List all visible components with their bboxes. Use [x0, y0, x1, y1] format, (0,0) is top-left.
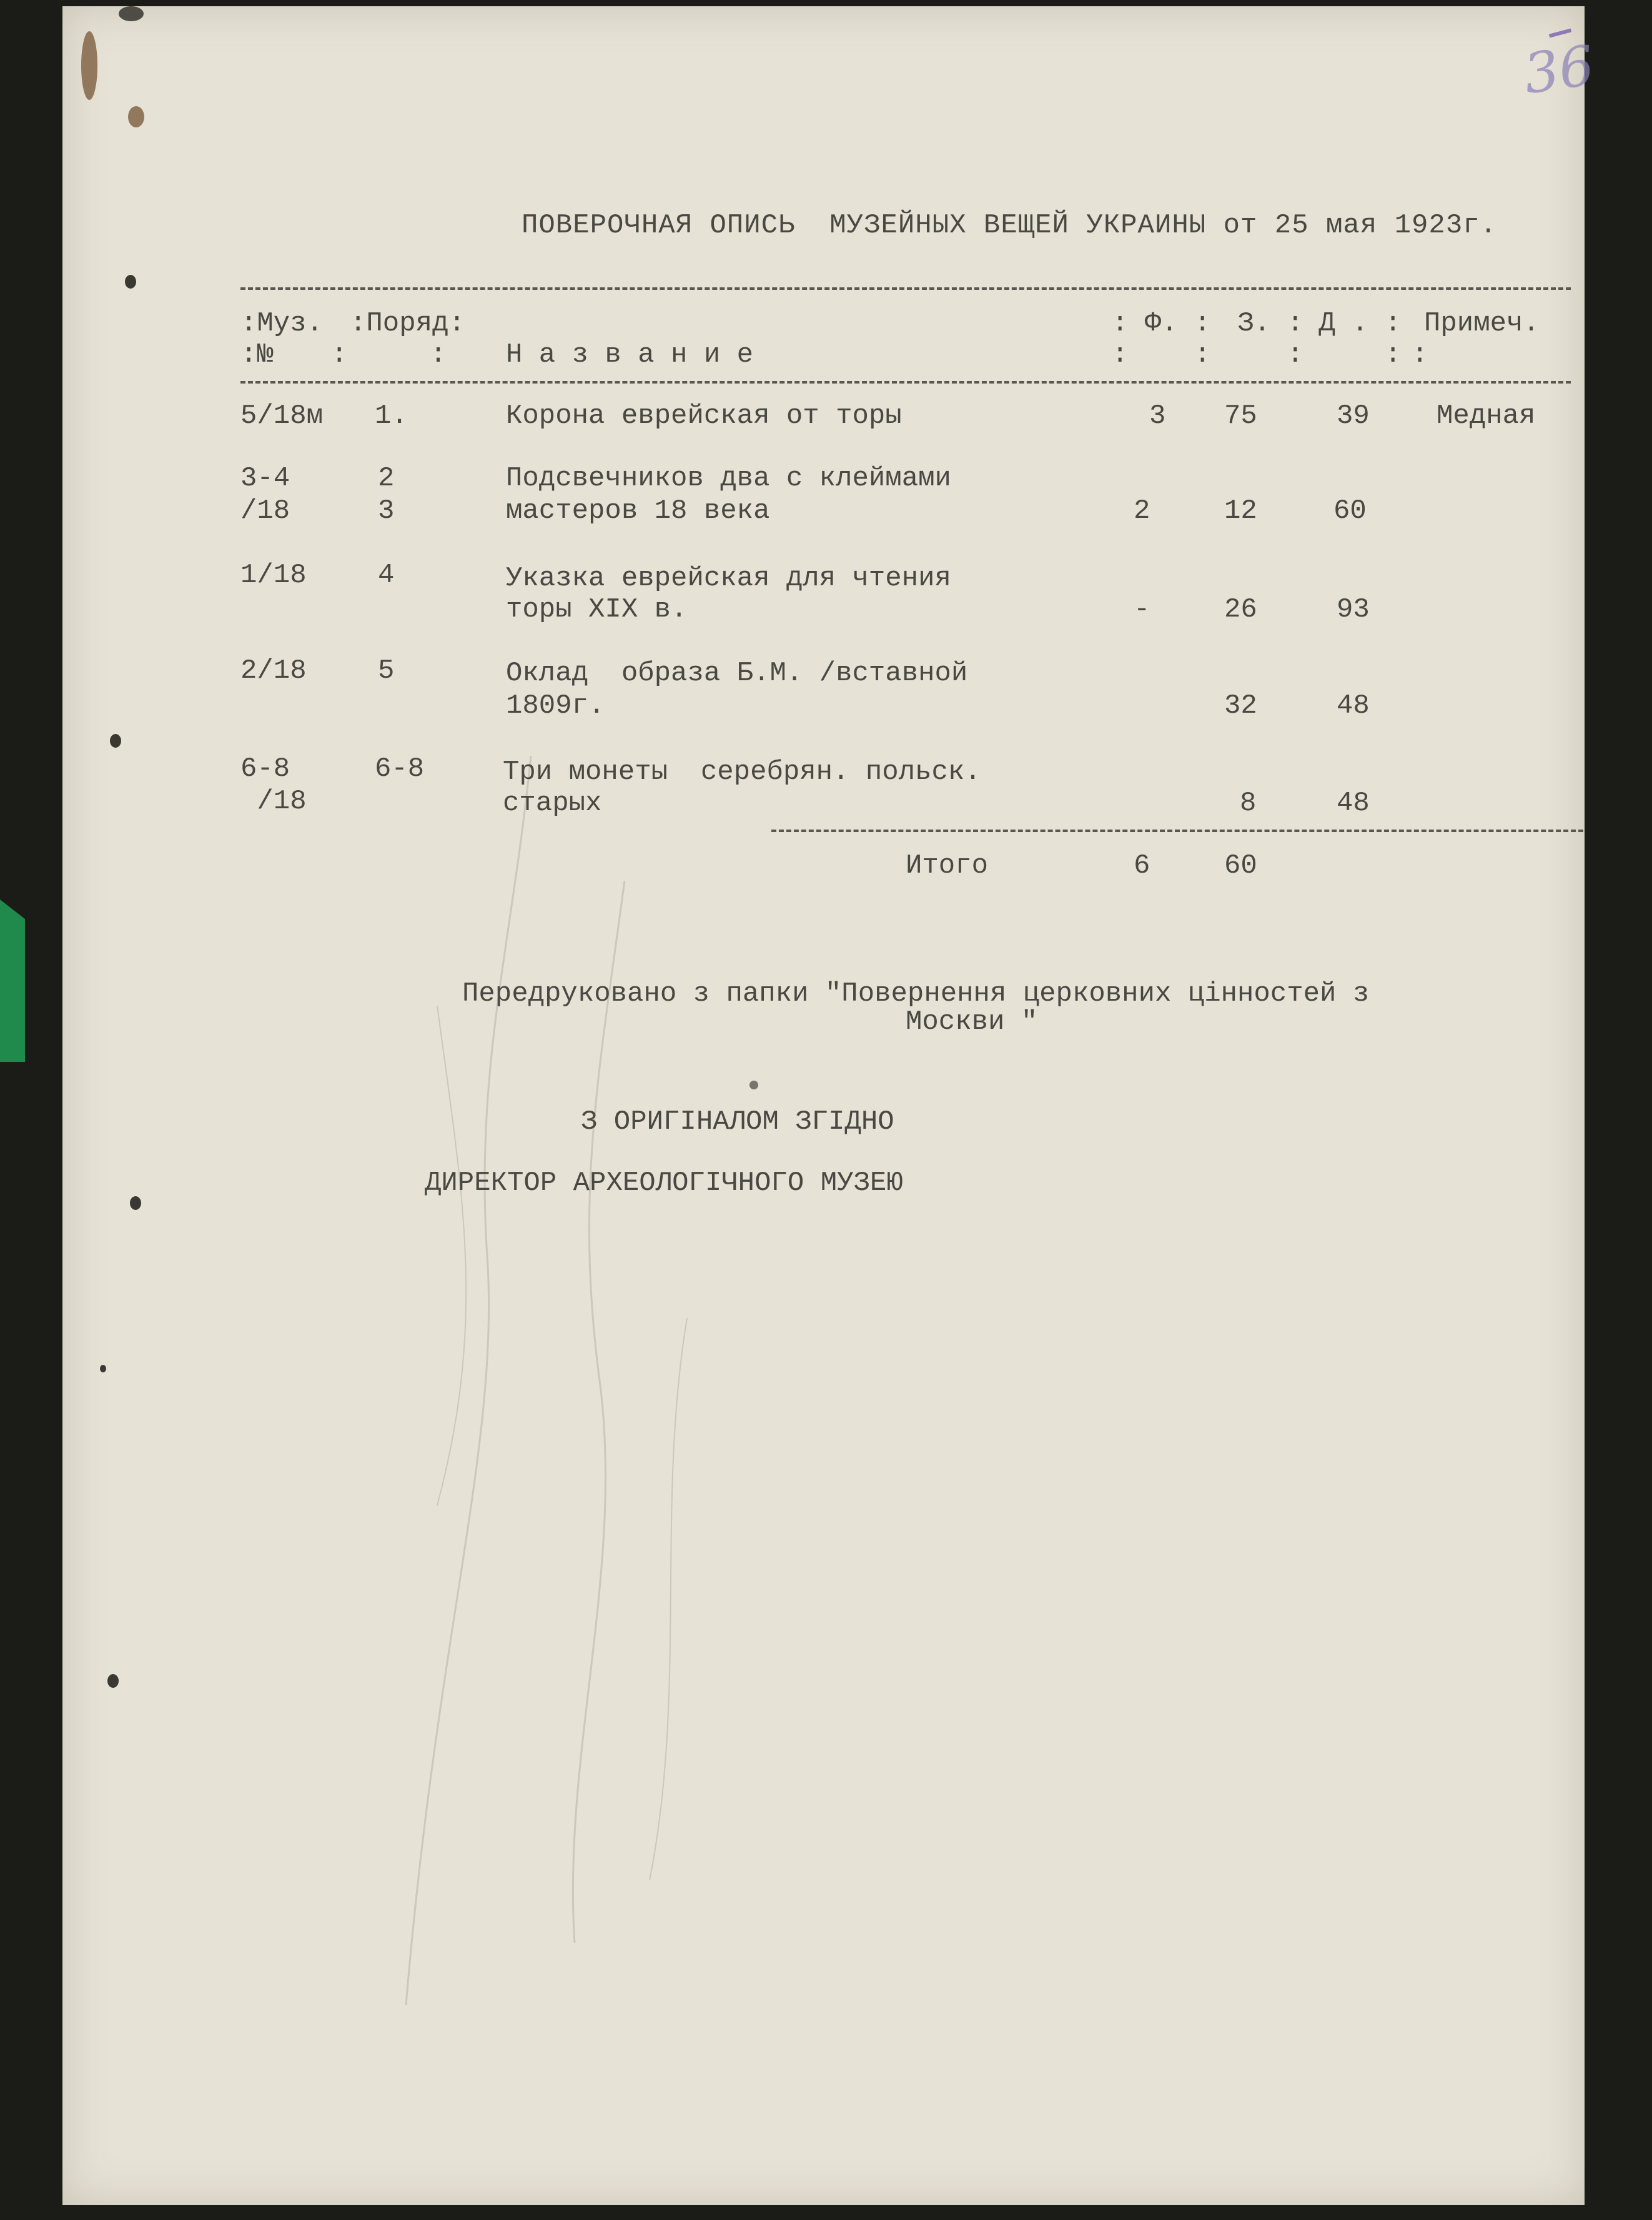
cell-d: 93 [1337, 594, 1370, 625]
signatory-title: ДИРЕКТОР АРХЕОЛОГІЧНОГО МУЗЕЮ [425, 1167, 903, 1199]
cell-f: 3 [1149, 400, 1166, 432]
cell-z: 8 [1240, 788, 1257, 819]
total-f: 6 [1134, 850, 1150, 881]
cell-z: 26 [1224, 594, 1257, 625]
reprint-note-line2: Москви " [906, 1006, 1038, 1038]
rust-stain [81, 31, 97, 100]
punch-hole [100, 1365, 106, 1372]
header-muz: :Муз. [240, 308, 324, 339]
cell-muz: 6-8 /18 [240, 753, 307, 817]
cell-muz: 2/18 [240, 655, 307, 686]
cell-name: Оклад образа Б.М. /вставной [506, 658, 968, 689]
header-note: Примеч. [1424, 308, 1540, 339]
table-rule-top [240, 287, 1571, 290]
punch-hole [107, 1674, 119, 1688]
reprint-note: Передруковано з папки "Повернення церковних цінностей з [462, 978, 1370, 1009]
cell-porjad: 2 3 [378, 463, 395, 527]
cell-name: Указка еврейская для чтения [506, 563, 951, 594]
certification-text: З ОРИГІНАЛОМ ЗГІДНО [581, 1106, 894, 1137]
folio-number: 36 [1520, 32, 1598, 107]
document-page [62, 6, 1598, 2205]
header-z-sep: : [1221, 339, 1304, 370]
cell-muz: 1/18 [240, 560, 307, 591]
green-tab [0, 899, 25, 1062]
cell-name-line2: торы XIX в. [506, 594, 688, 625]
header-name: Н а з в а н и е [506, 339, 754, 370]
cell-porjad: 6-8 [375, 753, 425, 785]
header-d: Д . : [1302, 308, 1402, 339]
punch-hole [110, 734, 121, 748]
document-title: ПОВЕРОЧНАЯ ОПИСЬ МУЗЕЙНЫХ ВЕЩЕЙ УКРАИНЫ от 25 мая 1923г. [522, 210, 1498, 241]
rust-stain [128, 106, 144, 127]
total-label: Итого [906, 850, 989, 881]
total-z: 60 [1224, 850, 1257, 881]
header-z: З. : [1221, 308, 1304, 339]
header-f-sep: : : [1112, 339, 1211, 370]
cell-f: - [1134, 594, 1150, 625]
cell-name: Три монеты серебрян. польск. [503, 756, 981, 788]
cell-d: 48 [1337, 788, 1370, 819]
ink-stain [119, 6, 144, 21]
pencil-marks [250, 756, 812, 2005]
header-note-sep: : [1412, 339, 1428, 370]
header-porjad: :Поряд: [350, 308, 465, 339]
cell-name-line2: мастеров 18 века [506, 495, 770, 527]
cell-porjad: 5 [378, 655, 395, 686]
header-porjad-sep: : : [331, 339, 447, 370]
cell-name: Подсвечников два с клеймами [506, 463, 951, 494]
total-rule [771, 830, 1583, 832]
cell-f: 2 [1134, 495, 1150, 527]
cell-name: Корона еврейская от торы [506, 400, 902, 432]
punch-hole [125, 275, 136, 289]
cell-porjad: 4 [378, 560, 395, 591]
cell-name-line2: 1809г. [506, 690, 605, 721]
cell-d: 39 [1337, 400, 1370, 432]
cell-muz: 3-4 /18 [240, 463, 290, 527]
ink-dot [749, 1081, 758, 1089]
punch-hole [130, 1196, 141, 1210]
cell-name-line2: старых [503, 788, 602, 819]
cell-muz: 5/18м [240, 400, 324, 432]
cell-z: 32 [1224, 690, 1257, 721]
header-f: : Ф. : [1112, 308, 1211, 339]
table-rule-header [240, 381, 1571, 384]
cell-z: 12 [1224, 495, 1257, 527]
cell-z: 75 [1224, 400, 1257, 432]
cell-d: 48 [1337, 690, 1370, 721]
cell-note: Медная [1437, 400, 1536, 432]
header-d-sep: : [1302, 339, 1402, 370]
cell-porjad: 1. [375, 400, 408, 432]
cell-d: 60 [1333, 495, 1367, 527]
header-muz-no: :№ [240, 339, 274, 370]
